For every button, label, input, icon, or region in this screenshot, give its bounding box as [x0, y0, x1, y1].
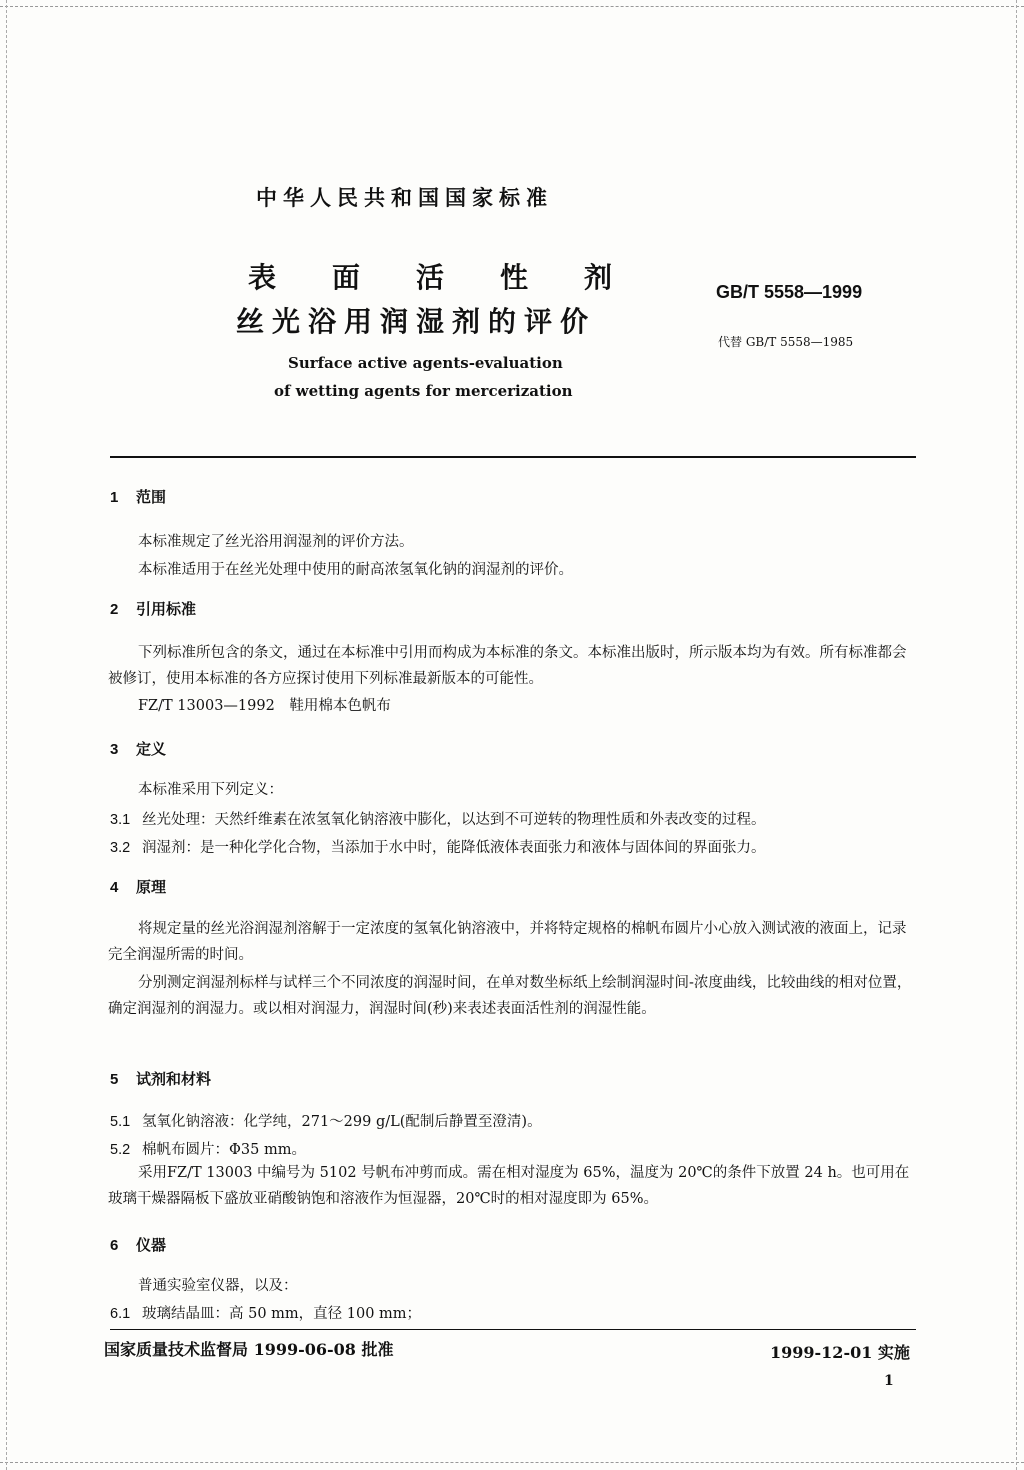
header-rule: [110, 456, 916, 458]
section-4-para-2: 分别测定润湿剂标样与试样三个不同浓度的润湿时间，在单对数坐标纸上绘制润湿时间-浓度曲线，比较曲线的相对位置，确定润湿剂的润湿力。或以相对润湿力，润湿时间(秒)来表述表面活性剂的润湿性能。: [108, 975, 912, 1017]
replaces-code: 代替 GB/T 5558—1985: [718, 335, 854, 349]
section-3-heading: [110, 738, 166, 759]
section-4-para-1: 将规定量的丝光浴润湿剂溶解于一定浓度的氢氧化钠溶液中，并将特定规格的棉帆布圆片小心放入测试液的液面上，记录完全润湿所需的时间。: [108, 921, 907, 963]
title-en-line-2: of wetting agents for mercerization: [274, 382, 573, 400]
section-number: 3: [110, 741, 119, 758]
definition-3-1: [110, 808, 766, 829]
section-title: 仪器: [136, 1236, 167, 1254]
page-number: 1: [884, 1373, 894, 1389]
clause-number: 6.1: [110, 1306, 131, 1322]
clause-number: 5.2: [110, 1142, 131, 1158]
org-heading: 中华人民共和国国家标准: [256, 185, 553, 210]
item-6-1: [110, 1302, 421, 1323]
clause-number: 3.1: [110, 812, 131, 828]
section-6-heading: [110, 1234, 166, 1255]
clause-text: 氢氧化钠溶液：化学纯，271～299 g/L(配制后静置至澄清)。: [142, 1114, 542, 1130]
section-2-reference: FZ/T 13003—1992 鞋用棉本色帆布: [138, 698, 391, 714]
section-title: 原理: [136, 878, 167, 896]
section-number: 2: [110, 601, 119, 618]
clause-number: 5.1: [110, 1114, 131, 1130]
scan-edge-top: [0, 6, 1024, 7]
clause-text: 润湿剂：是一种化学化合物，当添加于水中时，能降低液体表面张力和液体与固体间的界面张力。: [142, 840, 766, 856]
section-title: 试剂和材料: [136, 1070, 212, 1088]
section-number: 5: [110, 1071, 119, 1088]
scan-edge-left: [6, 0, 7, 1470]
section-number: 6: [110, 1237, 119, 1254]
section-1-para-2: 本标准适用于在丝光处理中使用的耐高浓氢氧化钠的润湿剂的评价。: [138, 562, 573, 578]
title-en-line-1: Surface active agents-evaluation: [288, 354, 563, 372]
section-1-heading: [110, 486, 166, 507]
clause-text: 丝光处理：天然纤维素在浓氢氧化钠溶液中膨化，以达到不可逆转的物理性质和外表改变的过程。: [142, 812, 766, 828]
section-6-intro: 普通实验室仪器，以及：: [138, 1278, 298, 1294]
section-title: 范围: [136, 488, 167, 506]
section-2-para-1: 下列标准所包含的条文，通过在本标准中引用而构成为本标准的条文。本标准出版时，所示版本均为有效。所有标准都会被修订，使用本标准的各方应探讨使用下列标准最新版本的可能性。: [108, 645, 907, 687]
scan-edge-right: [1016, 0, 1017, 1470]
section-4-heading: [110, 876, 166, 897]
section-3-intro: 本标准采用下列定义：: [138, 782, 283, 798]
section-5-heading: [110, 1068, 211, 1089]
clause-number: 3.2: [110, 840, 131, 856]
section-title: 引用标准: [136, 600, 197, 618]
section-number: 4: [110, 879, 119, 896]
section-2-heading: [110, 598, 196, 619]
title-main: 表面活性剂: [248, 261, 669, 294]
effective-date: 1999-12-01 实施: [770, 1343, 910, 1362]
section-title: 定义: [136, 740, 167, 758]
section-5-para-1: 采用FZ/T 13003 中编号为 5102 号帆布冲剪而成。需在相对湿度为 65%，温度为 20℃的条件下放置 24 h。也可用在玻璃干燥器隔板下盛放亚硝酸钠饱和溶液作为恒湿器，20℃时的相对湿度即为 65%。: [108, 1165, 910, 1207]
section-number: 1: [110, 489, 119, 506]
clause-text: 棉帆布圆片：Φ35 mm。: [142, 1142, 306, 1158]
section-1-para-1: 本标准规定了丝光浴用润湿剂的评价方法。: [138, 534, 414, 550]
footer-rule: [110, 1329, 916, 1330]
item-5-2: [110, 1138, 306, 1159]
standard-code: GB/T 5558—1999: [716, 282, 863, 302]
clause-text: 玻璃结晶皿：高 50 mm，直径 100 mm；: [142, 1306, 422, 1322]
definition-3-2: [110, 836, 766, 857]
approval-line: 国家质量技术监督局 1999-06-08 批准: [104, 1340, 394, 1359]
scan-edge-bottom: [0, 1462, 1024, 1463]
title-sub: 丝光浴用润湿剂的评价: [236, 305, 597, 338]
item-5-1: [110, 1110, 542, 1131]
